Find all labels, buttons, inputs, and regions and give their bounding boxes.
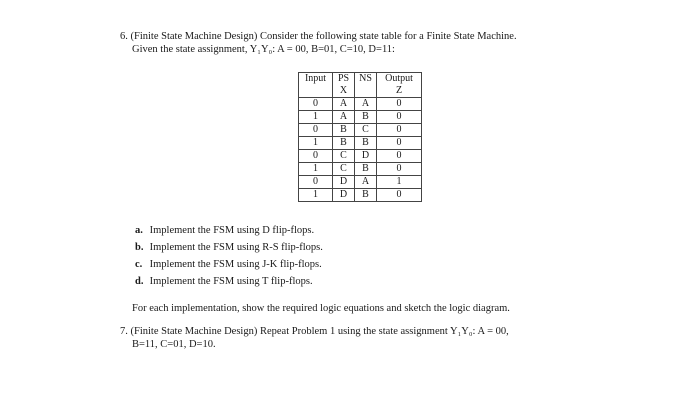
cell-ps: A	[333, 98, 355, 111]
state-table	[298, 72, 422, 202]
task-item	[135, 224, 314, 237]
cell-output: 0	[377, 98, 422, 111]
task-item	[135, 258, 322, 271]
cell-input: 1	[299, 189, 333, 202]
task-text: Implement the FSM using T flip-flops.	[149, 276, 313, 287]
cell-input: 1	[299, 137, 333, 150]
subheader-input	[299, 85, 333, 98]
instruction-text: For each implementation, show the required logic equations and sketch the logic diagram.	[132, 303, 510, 314]
cell-ps: C	[333, 150, 355, 163]
cell-ns: C	[355, 124, 377, 137]
cell-output: 0	[377, 163, 422, 176]
table-row	[299, 111, 422, 124]
cell-output: 0	[377, 124, 422, 137]
table-row	[299, 176, 422, 189]
task-item	[135, 241, 323, 254]
header-ps: PS	[333, 73, 355, 86]
table-row	[299, 98, 422, 111]
cell-ps: B	[333, 124, 355, 137]
cell-input: 0	[299, 98, 333, 111]
cell-ns: A	[355, 176, 377, 189]
cell-ps: C	[333, 163, 355, 176]
cell-output: 0	[377, 189, 422, 202]
cell-output: 0	[377, 150, 422, 163]
cell-ps: D	[333, 176, 355, 189]
table-row	[299, 150, 422, 163]
cell-input: 1	[299, 111, 333, 124]
task-letter: a.	[135, 225, 143, 236]
cell-output: 0	[377, 137, 422, 150]
cell-ps: D	[333, 189, 355, 202]
table-subheader-row	[299, 85, 422, 98]
table-row	[299, 189, 422, 202]
problem-6-line-2: Given the state assignment, Y₁Y₀: A = 00, B=01, C=10, D=11:	[132, 44, 395, 55]
task-item	[135, 275, 313, 288]
cell-ns: D	[355, 150, 377, 163]
task-letter: c.	[135, 259, 143, 270]
task-text: Implement the FSM using R-S flip-flops.	[149, 242, 323, 253]
subheader-z: Z	[377, 85, 422, 98]
header-output: Output	[377, 73, 422, 86]
cell-ns: B	[355, 189, 377, 202]
cell-ns: B	[355, 137, 377, 150]
task-letter: b.	[135, 242, 144, 253]
subheader-ns	[355, 85, 377, 98]
header-input: Input	[299, 73, 333, 86]
cell-input: 1	[299, 163, 333, 176]
cell-ps: B	[333, 137, 355, 150]
table-row	[299, 124, 422, 137]
cell-input: 0	[299, 176, 333, 189]
task-text: Implement the FSM using D flip-flops.	[149, 225, 315, 236]
cell-output: 1	[377, 176, 422, 189]
cell-ns: A	[355, 98, 377, 111]
header-ns: NS	[355, 73, 377, 86]
problem-7-line-2: B=11, C=01, D=10.	[132, 339, 216, 350]
task-text: Implement the FSM using J-K flip-flops.	[149, 259, 322, 270]
subheader-x: X	[333, 85, 355, 98]
cell-output: 0	[377, 111, 422, 124]
cell-ns: B	[355, 111, 377, 124]
cell-input: 0	[299, 150, 333, 163]
table-header-row	[299, 73, 422, 86]
problem-6-line-1: 6. (Finite State Machine Design) Consider the following state table for a Finite State Machine.	[120, 31, 517, 42]
task-letter: d.	[135, 276, 144, 287]
cell-ns: B	[355, 163, 377, 176]
table-row	[299, 137, 422, 150]
cell-input: 0	[299, 124, 333, 137]
problem-7-line-1: 7. (Finite State Machine Design) Repeat Problem 1 using the state assignment Y₁Y₀: A = 00,	[120, 326, 509, 337]
table-row	[299, 163, 422, 176]
cell-ps: A	[333, 111, 355, 124]
